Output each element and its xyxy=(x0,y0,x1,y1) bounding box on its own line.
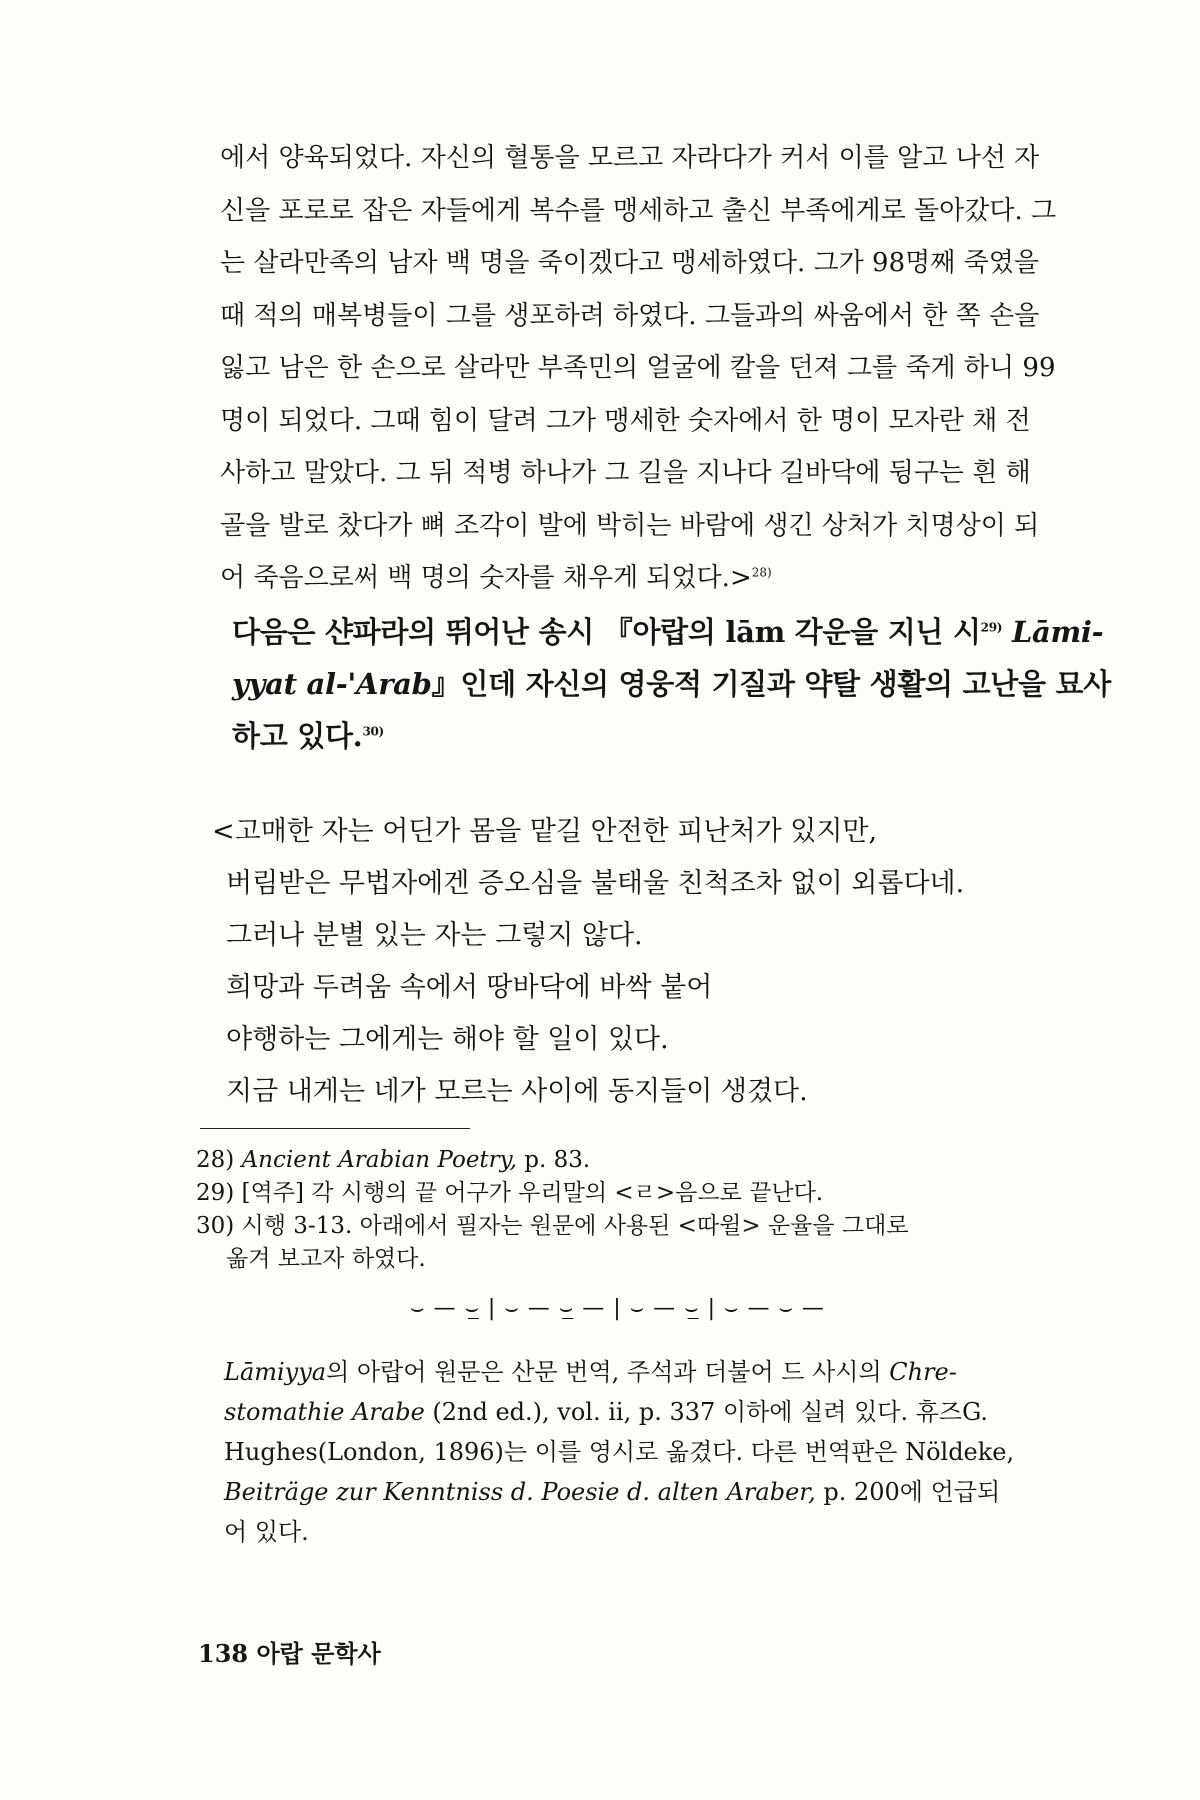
poem-line: 지금 내게는 네가 모르는 사이에 동지들이 생겼다. xyxy=(226,1076,808,1107)
intro-line-2 xyxy=(232,658,1111,710)
note-text: 의 아랍어 원문은 산문 번역, 주석과 더불어 드 사시의 xyxy=(326,1358,890,1386)
intro-line-3 xyxy=(232,710,1038,762)
note-line: 어 있다. xyxy=(224,1518,309,1546)
intro-paragraph xyxy=(232,606,1111,762)
body-paragraph xyxy=(220,132,1057,605)
text-line: 골을 발로 찼다가 뼈 조각이 발에 박히는 바람에 생긴 상처가 치명상이 되 xyxy=(220,510,1040,541)
intro-title-italic: yyat al-'Arab xyxy=(232,667,432,701)
poem-line: <고매한 자는 어딘가 몸을 맡길 안전한 피난처가 있지만, xyxy=(212,816,878,847)
note-line xyxy=(224,1352,1038,1392)
footnote-28 xyxy=(196,1144,1038,1177)
note-block xyxy=(224,1352,1038,1552)
meter-scansion: ⌣ — ⌣̲ | ⌣ — ⌣̲ — | ⌣ — ⌣̲ | ⌣ — ⌣ — xyxy=(410,1296,825,1321)
intro-line-1 xyxy=(232,606,1104,658)
intro-title-italic: Lāmi- xyxy=(1011,615,1104,649)
page-footer xyxy=(198,1634,381,1669)
intro-text: 』인데 자신의 영웅적 기질과 약탈 생활의 고난을 묘사 xyxy=(431,667,1111,701)
poem-line: 그러나 분별 있는 자는 그렇지 않다. xyxy=(226,920,643,951)
text-line: 잃고 남은 한 손으로 살라만 부족민의 얼굴에 칼을 던져 그를 죽게 하니 99 xyxy=(220,353,1056,383)
footnote-30: 30) 시행 3-13. 아래에서 필자는 원문에 사용된 <따윌> 운율을 그대로 xyxy=(196,1213,909,1239)
text-line: 신을 포로로 잡은 자들에게 복수를 맹세하고 출신 부족에게로 돌아갔다. 그 xyxy=(220,195,1057,226)
intro-text: 하고 있다. xyxy=(232,719,363,753)
note-italic: Beiträge zur Kenntniss d. Poesie d. alten Araber, xyxy=(224,1478,816,1506)
text-line: 때 적의 매복병들이 그를 생포하려 하였다. 그들과의 싸움에서 한 쪽 손을 xyxy=(220,300,1040,331)
text-line-last xyxy=(220,552,1038,605)
poem-line: 버림받은 무법자에겐 증오심을 불태울 친척조차 없이 외롭다네. xyxy=(226,868,965,899)
poem-line: 희망과 두려움 속에서 땅바닥에 바싹 붙어 xyxy=(226,972,713,1003)
note-line xyxy=(224,1392,1038,1432)
footnote-ref-30: 30) xyxy=(362,724,384,739)
note-text: p. 200에 언급되 xyxy=(815,1478,1001,1506)
footnote-number: 28) xyxy=(196,1147,235,1173)
text-line: 에서 양육되었다. 자신의 혈통을 모르고 자라다가 커서 이를 알고 나선 자 xyxy=(220,143,1040,173)
footnote-source-italic: Ancient Arabian Poetry, xyxy=(241,1147,517,1173)
text-line: 사하고 말았다. 그 뒤 적병 하나가 그 길을 지나다 길바닥에 뒹구는 흰 해 xyxy=(220,458,1031,488)
note-line: Hughes(London, 1896)는 이를 영시로 옮겼다. 다른 번역판은 Nöldeke, xyxy=(224,1438,1015,1466)
intro-text: 다음은 샨파라의 뛰어난 송시 『아랍의 lām 각운을 지닌 시 xyxy=(232,615,981,649)
footnote-text: p. 83. xyxy=(516,1147,591,1173)
poem-line: 야행하는 그에게는 해야 할 일이 있다. xyxy=(226,1024,669,1055)
poem-quote xyxy=(212,806,1032,1118)
footnote-ref-29: 29) xyxy=(980,620,1003,635)
footnote-ref-28: 28) xyxy=(751,565,772,580)
note-italic: Chre- xyxy=(889,1358,957,1386)
footnote-29: 29) [역주] 각 시행의 끝 어구가 우리말의 <ㄹ>음으로 끝난다. xyxy=(196,1180,824,1206)
text-line: 명이 되었다. 그때 힘이 달려 그가 맹세한 숫자에서 한 명이 모자란 채 전 xyxy=(220,405,1031,436)
page-number: 138 xyxy=(198,1639,249,1668)
text-line: 는 살라만족의 남자 백 명을 죽이겠다고 맹세하였다. 그가 98명째 죽였을 xyxy=(220,248,1039,278)
note-italic: stomathie Arabe xyxy=(224,1398,425,1426)
note-text: (2nd ed.), vol. ii, p. 337 이하에 실려 있다. 휴즈G. xyxy=(424,1398,989,1426)
running-title: 아랍 문학사 xyxy=(256,1639,381,1668)
note-italic: Lāmiyya xyxy=(224,1358,327,1386)
footnote-30-cont: 옮겨 보고자 하였다. xyxy=(226,1246,426,1272)
footnotes xyxy=(196,1144,1038,1276)
note-line xyxy=(224,1472,1038,1512)
footnote-divider xyxy=(200,1128,470,1129)
text-line-content: 어 죽음으로써 백 명의 숫자를 채우게 되었다.> xyxy=(220,563,752,593)
